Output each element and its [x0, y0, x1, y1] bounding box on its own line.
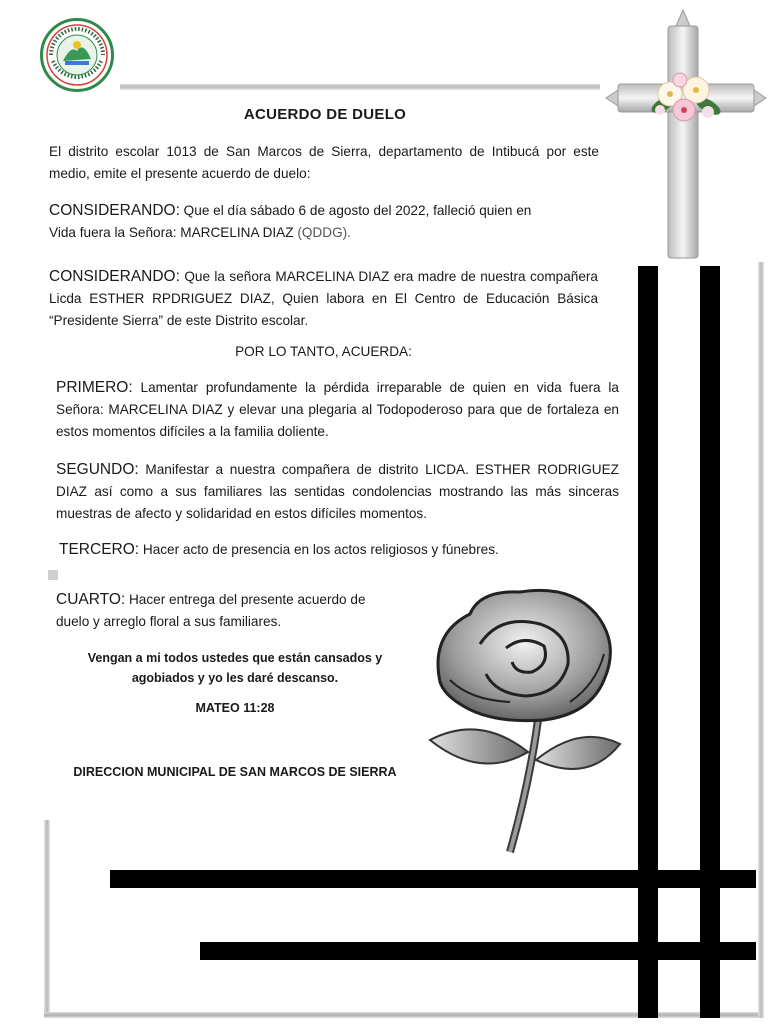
tercero-paragraph [59, 539, 619, 561]
considerando-2-label: CONSIDERANDO: [49, 268, 180, 285]
bible-verse-reference: MATEO 11:28 [195, 701, 275, 715]
primero-label: PRIMERO: [56, 379, 133, 396]
logo-emblem-icon [43, 21, 111, 89]
considerando-2-text: Que la señora MARCELINA DIAZ era madre de nuestra compañera Licda ESTHER RPDRIGUEZ DIAZ, Quien labora en El Centro de Educación Básica “Presidente Sierra” de este Distrito escolar. [49, 269, 598, 328]
primero-text: Lamentar profundamente la pérdida irreparable de quien en vida fuera la Señora: MARCELINA DIAZ y elevar una plegaria al Todopoderoso para que de fortaleza en estos momentos difíciles a la familia doliente. [56, 380, 619, 439]
considerando-1-tail: (QDDG). [297, 225, 351, 240]
considerando-2-paragraph [49, 266, 598, 332]
tercero-label: TERCERO: [59, 541, 140, 558]
cuarto-text: Hacer entrega del presente acuerdo de duelo y arreglo floral a sus familiares. [56, 592, 366, 629]
district-logo [40, 18, 114, 92]
segundo-label: SEGUNDO: [56, 461, 139, 478]
cross-with-lilies-icon [604, 6, 768, 262]
segundo-text: Manifestar a nuestra compañera de distrito LICDA. ESTHER RODRIGUEZ DIAZ así como a sus familiares las sentidas condolencias mostrando las más sinceras muestras de afecto y solidaridad en estos difíciles momentos. [56, 462, 619, 521]
border-bar-vertical-1 [638, 266, 658, 1018]
bible-quote: Vengan a mi todos ustedes que están cansados y agobiados y yo les daré descanso. [87, 651, 383, 685]
border-bar-horizontal-2 [200, 942, 756, 960]
considerando-1-paragraph [49, 200, 609, 244]
document-title: ACUERDO DE DUELO [243, 106, 407, 123]
tercero-text: Hacer acto de presencia en los actos religiosos y fúnebres. [139, 542, 499, 557]
segundo-paragraph [56, 459, 619, 525]
intro-paragraph: El distrito escolar 1013 de San Marcos de Sierra, departamento de Intibucá por este medio, emite el presente acuerdo de duelo: [49, 144, 599, 181]
border-bar-vertical-2 [700, 266, 720, 1018]
frame-line-left [44, 820, 50, 1018]
rose-icon [420, 584, 630, 860]
considerando-1-text-2: Vida fuera la Señora: MARCELINA DIAZ [49, 225, 298, 240]
considerando-1-label: CONSIDERANDO: [49, 202, 180, 219]
frame-line-right [758, 262, 764, 1018]
cuarto-label: CUARTO: [56, 591, 126, 608]
cuarto-paragraph [56, 589, 402, 633]
frame-mark [48, 570, 58, 580]
border-bar-horizontal-1 [110, 870, 756, 888]
por-lo-tanto-heading: POR LO TANTO, ACUERDA: [235, 344, 412, 359]
primero-paragraph [56, 377, 619, 443]
frame-line-top [120, 84, 600, 90]
considerando-1-text: Que el día sábado 6 de agosto del 2022, falleció quien en [179, 203, 532, 218]
signature-block: DIRECCION MUNICIPAL DE SAN MARCOS DE SIERRA [73, 765, 397, 779]
